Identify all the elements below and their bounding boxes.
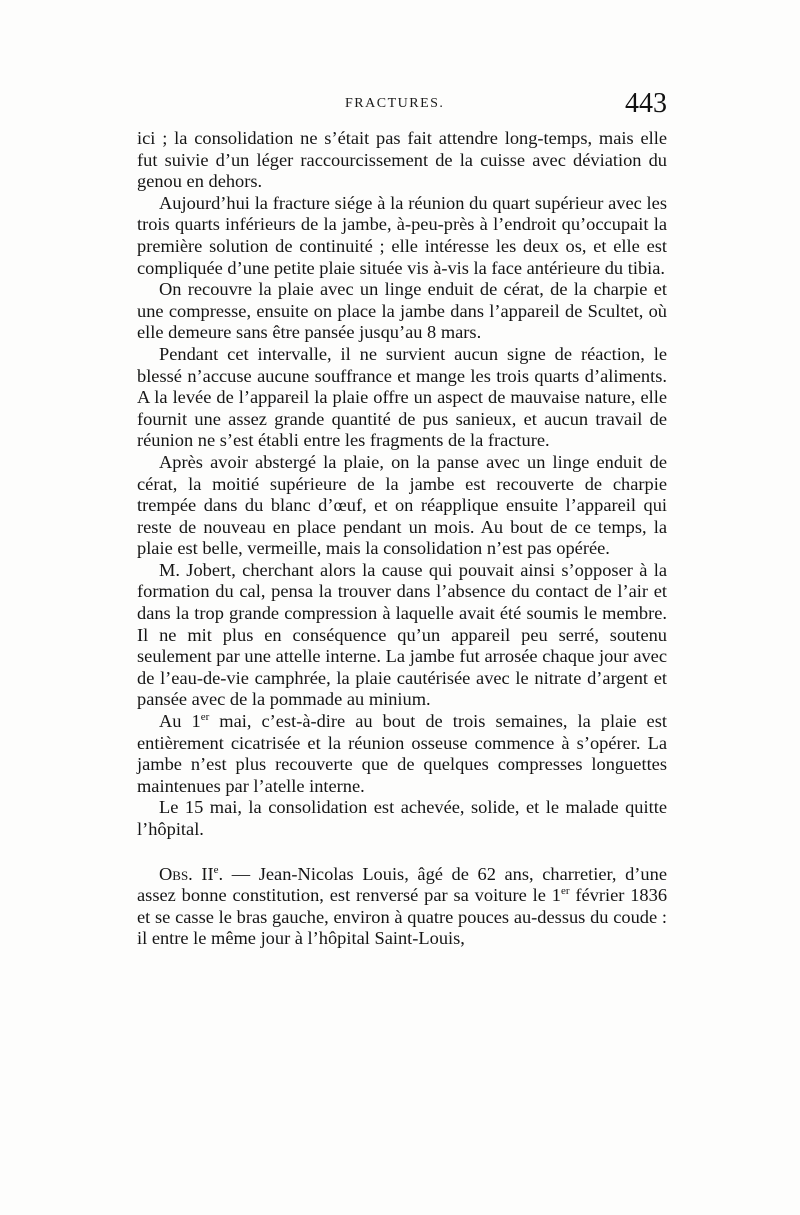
paragraph-5: Après avoir abstergé la plaie, on la panse avec un linge enduit de cérat, la moitié supérieure de la jambe est recouverte de charpie trempée dans du blanc d’œuf, et on réapplique ensuite l’appareil qui reste de nouveau en place pendant un mois. Au bout de ce temps, la plaie est belle, vermeille, mais la consolidation n’est pas opérée.	[137, 451, 667, 559]
observation-number: II	[192, 863, 214, 884]
ordinal-superscript: er	[200, 710, 210, 723]
page-number: 443	[625, 88, 667, 119]
body-text	[137, 128, 667, 950]
observation-superscript: e	[213, 863, 219, 876]
page-header	[137, 88, 667, 122]
ordinal-superscript-2: er	[560, 885, 570, 898]
paragraph-6: M. Jobert, cherchant alors la cause qui pouvait ainsi s’opposer à la formation du cal, pensa la trouver dans l’absence du contact de l’air et dans la trop grande compression à laquelle avait été soumis le membre. Il ne mit plus en conséquence qu’un appareil peu serré, soutenu seulement par une attelle interne. La jambe fut arrosée chaque jour avec de l’eau-de-vie camphrée, la plaie cautérisée avec le nitrate d’argent et pansée avec de la pommade au minium.	[137, 559, 667, 710]
paragraph-1: ici ; la consolidation ne s’était pas fait attendre long-temps, mais elle fut suivie d’un léger raccourcissement de la cuisse avec déviation du genou en dehors.	[137, 128, 667, 192]
observation-paragraph	[137, 864, 667, 950]
observation-text-b: février 1836 et se casse le bras gauche, environ à quatre pouces au-dessus du coude : il entre le même jour à l’hôpital Saint-Louis,	[137, 885, 668, 949]
paragraph-3: On recouvre la plaie avec un linge enduit de cérat, de la charpie et une compresse, ensuite on place la jambe dans l’appareil de Scultet, où elle demeure sans être pansée jusqu’au 8 mars.	[137, 279, 667, 343]
running-title: FRACTURES.	[345, 96, 445, 111]
paragraph-8: Le 15 mai, la consolidation est achevée, solide, et le malade quitte l’hôpital.	[137, 797, 667, 839]
paragraph-7-rest: mai, c’est-à-dire au bout de trois semaines, la plaie est entièrement cicatrisée et la réunion osseuse commence à s’opérer. La jambe n’est plus recouverte que de quelques compresses longuettes maintenues par l’atelle interne.	[137, 711, 667, 796]
paragraph-4: Pendant cet intervalle, il ne survient aucun signe de réaction, le blessé n’accuse aucune souffrance et mange les trois quarts d’aliments. A la levée de l’appareil la plaie offre un aspect de mauvaise nature, elle fournit une assez grande quantité de pus sanieux, et aucun travail de réunion ne s’est établi entre les fragments de la fracture.	[137, 343, 667, 451]
paragraph-7	[137, 711, 667, 797]
observation-text-a: . — Jean-Nicolas Louis, âgé de 62 ans, charretier, d’une assez bonne constitution, est renversé par sa voiture le 1	[137, 863, 667, 906]
paragraph-2: Aujourd’hui la fracture siége à la réunion du quart supérieur avec les trois quarts inférieurs de la jambe, à-peu-près à l’endroit qu’occupait la première solution de continuité ; elle intéresse les deux os, et elle est compliquée d’une petite plaie située vis à-vis la face antérieure du tibia.	[137, 192, 667, 278]
observation-label: Obs.	[159, 863, 193, 884]
paragraph-7-start: Au 1	[159, 711, 201, 732]
